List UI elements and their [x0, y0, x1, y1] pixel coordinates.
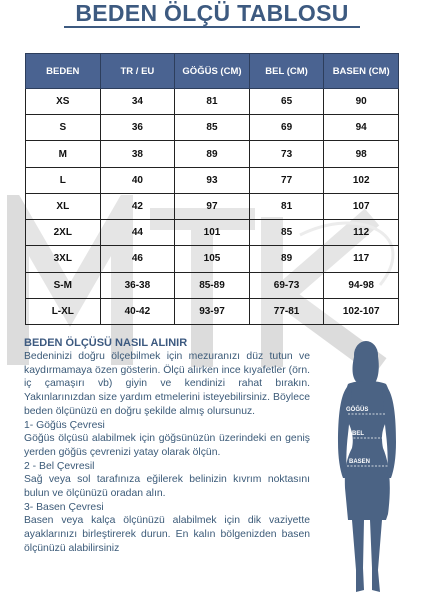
- cell-chest: 93-97: [175, 298, 250, 324]
- table-header-row: [26, 54, 399, 89]
- guide-section-waist: [24, 460, 310, 501]
- hips-label: BASEN: [349, 459, 371, 465]
- guide-section-title: 2 - Bel Çevresil: [24, 460, 95, 472]
- waist-label: BEL: [352, 431, 364, 437]
- table-row: [26, 272, 399, 298]
- guide-section-title: 3- Basen Çevresi: [24, 501, 104, 513]
- title-underline: [64, 26, 360, 28]
- table-row: [26, 298, 399, 324]
- cell-tr-eu: 38: [100, 141, 175, 167]
- cell-chest: 93: [175, 167, 250, 193]
- cell-chest: 85: [175, 115, 250, 141]
- cell-tr-eu: 36: [100, 115, 175, 141]
- cell-tr-eu: 40: [100, 167, 175, 193]
- cell-waist: 89: [249, 246, 324, 272]
- guide-section-text: Sağ veya sol tarafınıza eğilerek belinizin kıvrım noktasını bulun ve ölçünüzü oradan alın.: [24, 474, 310, 500]
- cell-chest: 97: [175, 193, 250, 219]
- table-row: [26, 220, 399, 246]
- chest-label: GÖĞÜS: [346, 407, 369, 413]
- cell-size: 2XL: [26, 220, 101, 246]
- table-row: [26, 246, 399, 272]
- size-table: [25, 53, 399, 325]
- cell-waist: 69: [249, 115, 324, 141]
- cell-size: XS: [26, 89, 101, 115]
- cell-hips: 102-107: [324, 298, 399, 324]
- cell-waist: 65: [249, 89, 324, 115]
- cell-tr-eu: 46: [100, 246, 175, 272]
- guide-section-title: 1- Göğüs Çevresi: [24, 419, 105, 431]
- body-silhouette-figure: [326, 338, 418, 600]
- guide-intro: Bedeninizi doğru ölçebilmek için mezuranızı düz tutun ve kaydırmamaya özen gösterin. Ölçü alırken ince kıyafetler (örn. iç çamaşırı vb) giyin ve kendinizi rahat bırakın. Yakınlarınızdan size yardım etmelerini isteyebilirsiniz. Böylece beden ölçünüzü en doğru şekilde almış olursunuz.: [24, 351, 310, 417]
- table-row: [26, 193, 399, 219]
- table-row: [26, 167, 399, 193]
- page-title: BEDEN ÖLÇÜ TABLOSU: [75, 0, 349, 26]
- cell-waist: 81: [249, 193, 324, 219]
- header-waist: BEL (CM): [249, 54, 324, 89]
- guide-section-text: Basen veya kalça ölçünüzü alabilmek için dik vaziyette ayaklarınızı birleştirerek durun. En kalın bölgenizden basen ölçünüzü alabilirsiniz: [24, 515, 310, 554]
- header-tr-eu: TR / EU: [100, 54, 175, 89]
- cell-hips: 94-98: [324, 272, 399, 298]
- cell-waist: 85: [249, 220, 324, 246]
- cell-tr-eu: 44: [100, 220, 175, 246]
- cell-size: L-XL: [26, 298, 101, 324]
- cell-tr-eu: 34: [100, 89, 175, 115]
- table-row: [26, 141, 399, 167]
- cell-size: XL: [26, 193, 101, 219]
- cell-tr-eu: 40-42: [100, 298, 175, 324]
- cell-waist: 77: [249, 167, 324, 193]
- cell-hips: 112: [324, 220, 399, 246]
- guide-section-hips: [24, 501, 310, 556]
- cell-chest: 101: [175, 220, 250, 246]
- cell-hips: 94: [324, 115, 399, 141]
- guide-section-chest: [24, 419, 310, 460]
- header-hips: BASEN (CM): [324, 54, 399, 89]
- cell-chest: 89: [175, 141, 250, 167]
- cell-hips: 98: [324, 141, 399, 167]
- cell-size: L: [26, 167, 101, 193]
- table-row: [26, 89, 399, 115]
- measuring-guide: [24, 337, 310, 556]
- cell-waist: 69-73: [249, 272, 324, 298]
- cell-tr-eu: 36-38: [100, 272, 175, 298]
- table-row: [26, 115, 399, 141]
- cell-chest: 85-89: [175, 272, 250, 298]
- cell-chest: 81: [175, 89, 250, 115]
- cell-hips: 107: [324, 193, 399, 219]
- cell-size: 3XL: [26, 246, 101, 272]
- cell-size: S-M: [26, 272, 101, 298]
- cell-size: M: [26, 141, 101, 167]
- cell-size: S: [26, 115, 101, 141]
- cell-hips: 90: [324, 89, 399, 115]
- cell-hips: 102: [324, 167, 399, 193]
- cell-hips: 117: [324, 246, 399, 272]
- cell-waist: 73: [249, 141, 324, 167]
- cell-chest: 105: [175, 246, 250, 272]
- cell-tr-eu: 42: [100, 193, 175, 219]
- header-chest: GÖĞÜS (CM): [175, 54, 250, 89]
- guide-section-text: Göğüs ölçüsü alabilmek için göğsünüzün üzerindeki en geniş yerden göğüs çevrenizi yatay olarak ölçün.: [24, 433, 310, 458]
- guide-heading: BEDEN ÖLÇÜSÜ NASIL ALINIR: [24, 337, 188, 349]
- header-size: BEDEN: [26, 54, 101, 89]
- cell-waist: 77-81: [249, 298, 324, 324]
